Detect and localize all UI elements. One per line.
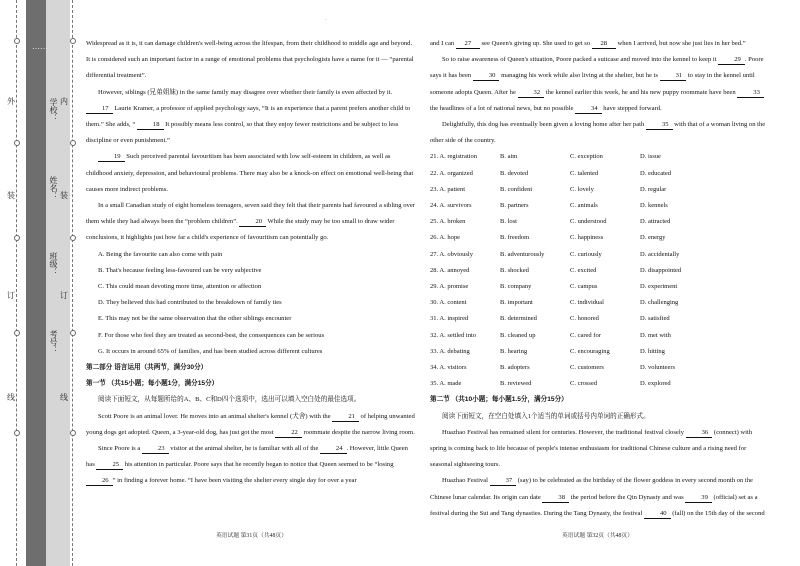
binding-label-zhuang-inner: 装 <box>60 191 68 200</box>
blank-27: 27 <box>456 39 480 49</box>
binding-label-outer: 外 <box>7 97 15 106</box>
blank-36: 36 <box>686 428 713 438</box>
exam-number-field-label: 考号： <box>49 330 58 354</box>
binding-label-inner: 内 <box>60 97 68 106</box>
cloze-options-table <box>430 149 730 392</box>
binding-label-ding-inner: 订 <box>60 291 68 300</box>
blank-17: 17 <box>86 104 113 114</box>
name-field-label: 姓名： <box>49 176 58 200</box>
blank-21: 21 <box>332 412 359 422</box>
blank-24: 24 <box>320 444 347 454</box>
option-row <box>430 247 730 263</box>
option-row <box>430 295 730 311</box>
blank-30: 30 <box>473 71 500 81</box>
option-choice: D. met with <box>640 331 671 339</box>
option-choice: C. individual <box>570 299 604 307</box>
blank-22: 22 <box>275 428 302 438</box>
option-choice: B. shocked <box>500 266 529 274</box>
binding-strip-dark <box>26 0 46 566</box>
blank-31: 31 <box>660 71 687 81</box>
inner-dashed-line <box>72 0 73 566</box>
grammar-paragraph: Huazhao Festival 37 (say) to be celebrated as the birthday of the flower goddess in every second month on the Chinese lunar calendar. Its origin can date 38 the period before the Qin Dynasty and was 39 (official) set as a festival during the Sui and Tang dynasties. During the Tang Dynasty, the festival 40 (fall) on the 15th day of the second <box>430 477 765 517</box>
option-item: C. This could mean devoting more time, attention or affection <box>98 283 262 291</box>
grammar-paragraph: Huazhao Festival has remained silent for centuries. However, the traditional festival closely 36 (connect) with spring is coming back to life because of people's intense enthusiasm for traditional Chinese culture and a rising need for seasonal sightseeing tours. <box>430 428 753 469</box>
option-choice: B. freedom <box>500 234 530 242</box>
cloze-paragraph: and I can 27 see Queen's giving up. She used to get so 28 when I arrived, but now she just lies in her bed.” <box>430 40 746 47</box>
binding-hole <box>70 330 76 336</box>
top-center-mark: · <box>325 18 327 23</box>
option-choice: D. regular <box>640 185 667 193</box>
option-row <box>430 263 730 279</box>
option-choice: 32. A. settled into <box>430 331 477 339</box>
option-item: B. That's because feeling less-favoured can be very subjective <box>98 266 262 274</box>
option-choice: 23. A. patient <box>430 185 466 193</box>
option-choice: C. understood <box>570 218 607 226</box>
option-row <box>430 182 730 198</box>
cloze-paragraph: Since Poore is a 23 visitor at the animal shelter, he is familiar with all of the 24 . However, little Queen has 25 his attention in particular. Poore says that he recently began to notice that Queen seemed to be “losing 26 ” in finding a forever home. “I have been visiting the shelter every single day for over a year <box>86 445 408 485</box>
option-row <box>430 198 730 214</box>
option-choice: C. excited <box>570 266 597 274</box>
binding-margin <box>0 0 90 566</box>
option-choice: D. accidentally <box>640 250 680 258</box>
binding-dots: …… <box>32 42 48 51</box>
blank-39: 39 <box>685 493 712 503</box>
option-choice: B. adopters <box>500 364 530 372</box>
school-field-label: 学校： <box>49 98 58 122</box>
option-row <box>430 360 730 376</box>
reading-paragraph: In a small Canadian study of eight homeless teenagers, seven said they felt that their parents had favoured a sibling over them while they had always been the “problem children”. 20 While the study may be too small to draw wider conclusions, it highlights just how far a child's experience of favouritism can potentially go. <box>86 202 415 242</box>
binding-label-zhuang: 装 <box>7 191 15 200</box>
option-choice: C. honored <box>570 315 599 323</box>
option-choice: D. attracted <box>640 218 671 226</box>
cloze-paragraph: Delightfully, this dog has eventually been given a loving home after her path 35 with that of a woman living on the other side of the country. <box>430 121 766 145</box>
option-choice: C. lovely <box>570 185 594 193</box>
binding-hole <box>70 140 76 146</box>
cloze-paragraph: So to raise awareness of Queen's situation, Poore packed a suitcase and moved into the kennel to keep it 29 . Poore says it has been 30 managing his work while also living at the shelter, but he is 31 to stay in the kennel until someone adopts Queen. After he 32 the kennel earlier this week, he and his new puppy roommate have been 33 the headlines of a lot of national news, but no possible 34 have stepped forward. <box>430 56 764 112</box>
option-choice: 24. A. survivors <box>430 202 472 210</box>
blank-34: 34 <box>575 104 602 114</box>
section-one-instruction: 阅读下面短文，从每题所给的A、B、C和D四个选项中，选出可以填入空白处的最佳选项。 <box>98 396 361 404</box>
option-choice: D. hitting <box>640 347 665 355</box>
option-choice: B. partners <box>500 202 529 210</box>
blank-25: 25 <box>96 460 123 470</box>
binding-hole <box>70 430 76 436</box>
option-item: F. For those who feel they are treated as second-best, the consequences can be serious <box>98 331 325 339</box>
binding-hole <box>70 235 76 241</box>
option-choice: D. satisfied <box>640 315 670 323</box>
option-choice: 33. A. debating <box>430 347 470 355</box>
reading-paragraph: 19 Such perceived parental favouritism has been associated with low self-esteem in children, as well as childhood anxiety, depression, and behavioural problems. There may also be a knock-on effect on emotional well-being that causes more indirect problems. <box>86 153 414 193</box>
blank-37: 37 <box>490 476 517 486</box>
option-row <box>430 328 730 344</box>
option-choice: D. educated <box>640 169 672 177</box>
blank-28: 28 <box>592 39 616 49</box>
outer-dashed-line <box>16 0 17 566</box>
left-page-column <box>86 36 417 490</box>
option-choice: B. confident <box>500 185 533 193</box>
blank-20: 20 <box>239 217 266 227</box>
blank-18: 18 <box>137 120 164 130</box>
option-choice: D. challenging <box>640 299 679 307</box>
option-choice: D. disappointed <box>640 266 682 274</box>
class-field-label: 班级： <box>49 252 58 276</box>
binding-hole <box>14 38 20 44</box>
option-choice: B. aim <box>500 153 518 161</box>
page-footer-right: 英语试题 第32页（共48页） <box>562 533 634 539</box>
option-row <box>430 311 730 327</box>
part-two-heading: 第二部分 语言运用（共两节，满分30分） <box>86 364 208 372</box>
option-choice: B. cleaned up <box>500 331 536 339</box>
binding-hole <box>14 235 20 241</box>
option-choice: C. curiously <box>570 250 602 258</box>
option-choice: C. encouraging <box>570 347 610 355</box>
option-choice: C. animals <box>570 202 598 210</box>
option-row <box>430 214 730 230</box>
option-choice: C. talented <box>570 169 599 177</box>
right-page-column <box>430 36 766 522</box>
option-choice: B. lost <box>500 218 517 226</box>
binding-strip-light <box>46 0 70 566</box>
binding-hole <box>14 140 20 146</box>
option-choice: B. important <box>500 299 533 307</box>
option-choice: 28. A. annoyed <box>430 266 470 274</box>
section-two-heading: 第二节 （共10小题；每小题1.5分，满分15分） <box>430 396 568 404</box>
blank-38: 38 <box>542 493 569 503</box>
binding-label-xian-inner: 线 <box>60 393 68 402</box>
blank-32: 32 <box>518 88 545 98</box>
option-choice: B. reviewed <box>500 380 532 388</box>
option-choice: C. crossed <box>570 380 598 388</box>
blank-26: 26 <box>86 476 113 486</box>
binding-hole <box>14 330 20 336</box>
option-choice: 31. A. inspired <box>430 315 469 323</box>
blank-19: 19 <box>98 152 125 162</box>
cloze-paragraph: Scott Poore is an animal lover. He moves into an animal shelter's kennel (犬舍) with the 21 of helping unwanted young dogs get adopted. Queen, a 3-year-old dog, has just got the most 22 roommate despite the narrow living room. <box>86 412 415 436</box>
reading-paragraph: Widespread as it is, it can damage children's well-being across the lifespan, from their childhood to middle age and beyond. It is considered such an important factor in a range of emotional problems that psychologists have a name for it — “parental differential treatment”. <box>86 40 414 80</box>
binding-hole <box>14 430 20 436</box>
option-choice: D. energy <box>640 234 666 242</box>
option-choice: D. explored <box>640 380 671 388</box>
option-choice: 29. A. promise <box>430 283 469 291</box>
blank-35: 35 <box>646 120 673 130</box>
option-choice: B. hearing <box>500 347 528 355</box>
option-item: D. They believed this had contributed to the breakdown of family ties <box>98 299 282 307</box>
option-choice: D. experiment <box>640 283 678 291</box>
option-row <box>430 230 730 246</box>
option-choice: C. cared for <box>570 331 601 339</box>
option-choice: B. company <box>500 283 532 291</box>
option-choice: 35. A. made <box>430 380 462 388</box>
option-choice: C. exception <box>570 153 603 161</box>
binding-label-xian: 线 <box>7 393 15 402</box>
option-choice: C. campus <box>570 283 598 291</box>
option-choice: C. customers <box>570 364 604 372</box>
option-item: E. This may not be the same observation that the other siblings encounter <box>98 315 292 323</box>
blank-40: 40 <box>644 509 671 519</box>
option-choice: 30. A. content <box>430 299 467 307</box>
option-row <box>430 149 730 165</box>
option-choice: B. devoted <box>500 169 529 177</box>
binding-label-ding: 订 <box>7 291 15 300</box>
section-one-heading: 第一节 （共15小题；每小题1分，满分15分） <box>86 380 219 388</box>
option-choice: 27. A. obviously <box>430 250 473 258</box>
blank-23: 23 <box>142 444 169 454</box>
option-row <box>430 166 730 182</box>
option-choice: 26. A. hope <box>430 234 460 242</box>
option-choice: B. adventurously <box>500 250 545 258</box>
option-item: A. Being the favourite can also come with pain <box>98 250 223 258</box>
option-row <box>430 344 730 360</box>
option-choice: B. determined <box>500 315 537 323</box>
option-choice: C. happiness <box>570 234 604 242</box>
option-choice: 34. A. visitors <box>430 364 467 372</box>
section-two-instruction: 阅读下面短文，在空白处填入1个适当的单词或括号内单词的正确形式。 <box>442 412 650 420</box>
option-choice: 25. A. broken <box>430 218 466 226</box>
page-footer-left: 英语试题 第31页（共48页） <box>216 533 288 539</box>
option-choice: 22. A. organized <box>430 169 473 177</box>
reading-paragraph: However, siblings (兄弟姐妹) in the same family may disagree over whether their family is even affected by it. 17 Laurie Kramer, a professor of applied psychology says, “It is an experience that a parent prefers another child to them.” She adds, “ 18 It possibly means less control, so that they enjoy fewer restrictions and be subject to less discipline or even punishment.” <box>86 88 411 145</box>
blank-29: 29 <box>718 55 745 65</box>
option-choice: D. issue <box>640 153 661 161</box>
option-choice: D. kennels <box>640 202 668 210</box>
option-row <box>430 376 730 392</box>
binding-hole <box>70 38 76 44</box>
option-row <box>430 279 730 295</box>
blank-33: 33 <box>737 88 764 98</box>
option-choice: 21. A. registration <box>430 153 477 161</box>
option-item: G. It occurs in around 65% of families, and has been studied across different cultures <box>98 347 323 355</box>
option-choice: D. volunteers <box>640 364 676 372</box>
